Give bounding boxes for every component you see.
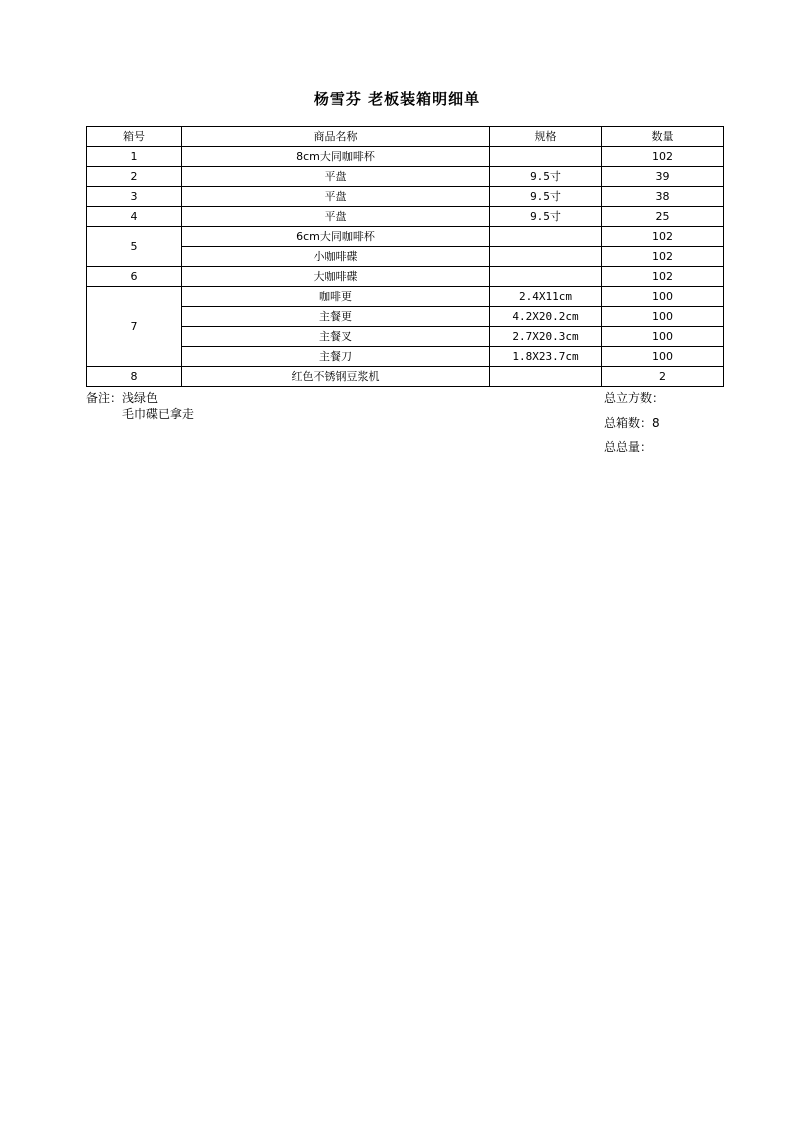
spec-cell: [490, 267, 602, 287]
quantity-cell: 102: [602, 267, 724, 287]
table-row: [87, 227, 724, 247]
product-name-cell: 大咖啡碟: [182, 267, 490, 287]
table-row: [87, 187, 724, 207]
remarks: [86, 390, 194, 422]
spec-cell: 2.7X20.3cm: [490, 327, 602, 347]
box-number-cell: 5: [87, 227, 182, 267]
box-number-cell: 4: [87, 207, 182, 227]
remarks-label: 备注：: [86, 391, 123, 405]
packing-table: [86, 126, 724, 387]
table-row: [87, 367, 724, 387]
table-header-row: [87, 127, 724, 147]
box-number-cell: 6: [87, 267, 182, 287]
spec-cell: [490, 147, 602, 167]
table-row: [87, 147, 724, 167]
quantity-cell: 102: [602, 247, 724, 267]
box-number-cell: 7: [87, 287, 182, 367]
box-number-cell: 3: [87, 187, 182, 207]
product-name-cell: 主餐叉: [182, 327, 490, 347]
product-name-cell: 平盘: [182, 207, 490, 227]
quantity-cell: 38: [602, 187, 724, 207]
quantity-cell: 39: [602, 167, 724, 187]
total-boxes: 总箱数：8: [604, 416, 660, 430]
product-name-cell: 8cm大同咖啡杯: [182, 147, 490, 167]
header-box-number: 箱号: [87, 127, 182, 147]
box-number-cell: 2: [87, 167, 182, 187]
spec-cell: 9.5寸: [490, 207, 602, 227]
table-row: [87, 207, 724, 227]
box-number-cell: 8: [87, 367, 182, 387]
product-name-cell: 咖啡更: [182, 287, 490, 307]
table-row: [87, 267, 724, 287]
spec-cell: [490, 367, 602, 387]
table-row: [87, 287, 724, 307]
product-name-cell: 主餐更: [182, 307, 490, 327]
document-title: 杨雪芬 老板装箱明细单: [313, 90, 481, 108]
quantity-cell: 100: [602, 287, 724, 307]
header-quantity: 数量: [602, 127, 724, 147]
remarks-line-1: 浅绿色: [122, 391, 159, 405]
product-name-cell: 小咖啡碟: [182, 247, 490, 267]
spec-cell: 9.5寸: [490, 167, 602, 187]
product-name-cell: 红色不锈钢豆浆机: [182, 367, 490, 387]
quantity-cell: 100: [602, 327, 724, 347]
spec-cell: 4.2X20.2cm: [490, 307, 602, 327]
total-weight: 总总量：: [604, 440, 653, 454]
table-row: [87, 247, 724, 267]
quantity-cell: 100: [602, 347, 724, 367]
quantity-cell: 25: [602, 207, 724, 227]
total-volume: 总立方数：: [604, 391, 665, 405]
spec-cell: 2.4X11cm: [490, 287, 602, 307]
table-row: [87, 167, 724, 187]
remarks-line-2: 毛巾碟已拿走: [122, 407, 195, 421]
box-number-cell: 1: [87, 147, 182, 167]
table-row: [87, 307, 724, 327]
table-row: [87, 327, 724, 347]
product-name-cell: 平盘: [182, 187, 490, 207]
table-row: [87, 347, 724, 367]
product-name-cell: 平盘: [182, 167, 490, 187]
quantity-cell: 2: [602, 367, 724, 387]
spec-cell: 9.5寸: [490, 187, 602, 207]
product-name-cell: 主餐刀: [182, 347, 490, 367]
product-name-cell: 6cm大同咖啡杯: [182, 227, 490, 247]
header-product-name: 商品名称: [182, 127, 490, 147]
quantity-cell: 100: [602, 307, 724, 327]
quantity-cell: 102: [602, 227, 724, 247]
quantity-cell: 102: [602, 147, 724, 167]
header-specification: 规格: [490, 127, 602, 147]
spec-cell: 1.8X23.7cm: [490, 347, 602, 367]
spec-cell: [490, 227, 602, 247]
spec-cell: [490, 247, 602, 267]
